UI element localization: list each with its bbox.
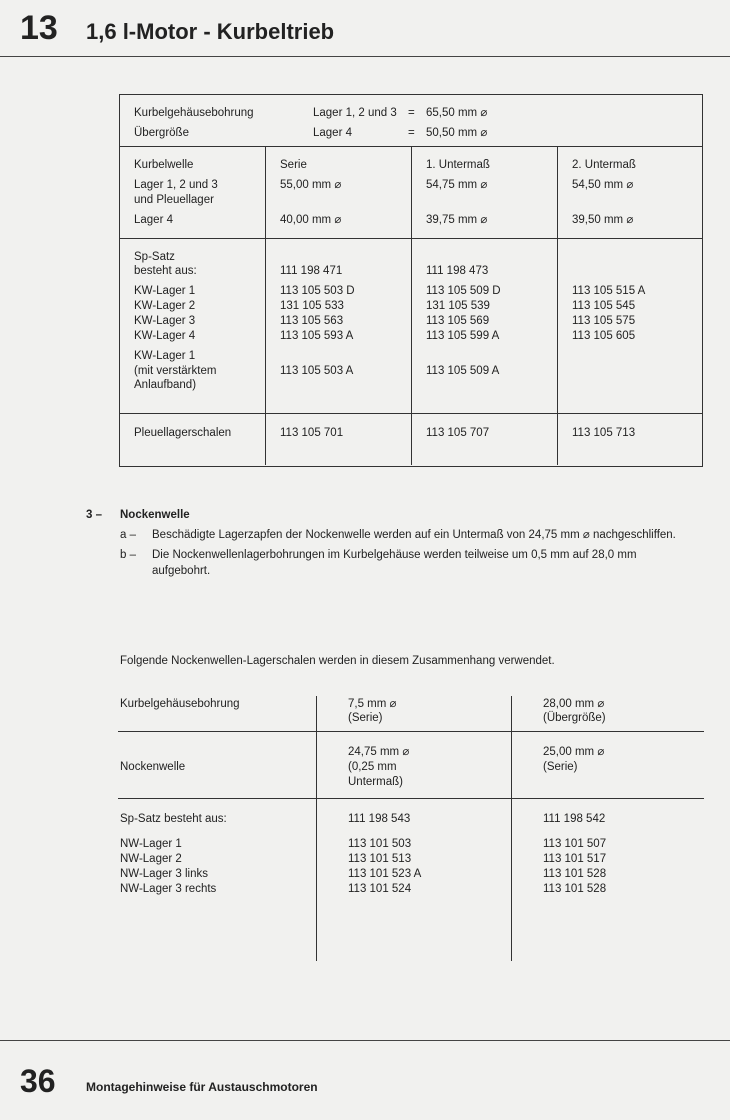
bore-value-2: 50,50 mm ⌀ — [426, 127, 488, 139]
table2-col-line-2 — [511, 696, 512, 961]
item-letter: b – — [120, 549, 136, 561]
oversize-label: Übergröße — [134, 127, 189, 139]
item-text: Die Nockenwellenlagerbohrungen im Kurbelgehäuse werden teilweise um 0,5 mm auf 28,0 mm — [152, 549, 637, 561]
cell-value: 113 105 503 A — [280, 365, 354, 377]
table2-divider-2 — [118, 798, 704, 799]
row-label: NW-Lager 1 — [120, 838, 182, 850]
cell-value: (0,25 mm — [348, 761, 397, 773]
cell-value: 28,00 mm ⌀ — [543, 698, 605, 710]
col-header-undersize-2: 2. Untermaß — [572, 159, 636, 171]
col-header-standard: Serie — [280, 159, 307, 171]
table2-divider-1 — [118, 731, 704, 732]
cell-value: 55,00 mm ⌀ — [280, 179, 342, 191]
cell-value: Untermaß) — [348, 776, 403, 788]
equals-sign: = — [408, 107, 415, 119]
cell-value: 113 105 713 — [572, 427, 636, 439]
cell-value: 113 105 605 — [572, 330, 636, 342]
cell-value: 113 105 569 — [426, 315, 490, 327]
cell-value: 113 105 701 — [280, 427, 344, 439]
bore-bearing-1: Lager 1, 2 und 3 — [313, 107, 397, 119]
spsatz-label: Sp-Satz — [134, 251, 175, 263]
item-text: aufgebohrt. — [152, 565, 211, 577]
cell-value: 113 105 515 A — [572, 285, 646, 297]
row-label: und Pleuellager — [134, 194, 214, 206]
item-text: Beschädigte Lagerzapfen der Nockenwelle werden auf ein Untermaß von 24,75 mm ⌀ nachgeschliffen. — [152, 529, 676, 541]
cell-value: 24,75 mm ⌀ — [348, 746, 410, 758]
cell-value: 113 101 517 — [543, 853, 607, 865]
cell-value: 111 198 543 — [348, 813, 411, 825]
cell-value: 39,75 mm ⌀ — [426, 214, 488, 226]
row-label: Lager 1, 2 und 3 — [134, 179, 218, 191]
equals-sign: = — [408, 127, 415, 139]
section-3-title: Nockenwelle — [120, 509, 190, 521]
cell-value: 113 105 707 — [426, 427, 490, 439]
cell-value: 131 105 539 — [426, 300, 490, 312]
cell-value: 113 101 523 A — [348, 868, 422, 880]
page-number: 36 — [20, 1063, 56, 1099]
cell-value: 54,50 mm ⌀ — [572, 179, 634, 191]
row-label: Anlaufband) — [134, 379, 197, 391]
cell-value: 113 101 528 — [543, 868, 607, 880]
cell-value: 113 101 524 — [348, 883, 412, 895]
cell-value: (Übergröße) — [543, 712, 606, 724]
bore-label: Kurbelgehäusebohrung — [134, 107, 254, 119]
cell-value: 131 105 533 — [280, 300, 344, 312]
cell-value: 113 101 528 — [543, 883, 607, 895]
cell-value: 113 105 575 — [572, 315, 636, 327]
bore-value-1: 65,50 mm ⌀ — [426, 107, 488, 119]
footer-rule — [0, 1040, 730, 1041]
intro-text: Folgende Nockenwellen-Lagerschalen werden in diesem Zusammenhang verwendet. — [120, 655, 555, 667]
cell-value: 25,00 mm ⌀ — [543, 746, 605, 758]
row-label: KW-Lager 1 — [134, 285, 196, 297]
cell-value: 113 105 593 A — [280, 330, 354, 342]
row-label: KW-Lager 4 — [134, 330, 196, 342]
cell-value: 113 105 563 — [280, 315, 344, 327]
section-3-number: 3 – — [86, 509, 102, 521]
item-letter: a – — [120, 529, 136, 541]
bore-bearing-2: Lager 4 — [313, 127, 353, 139]
cell-value: 39,50 mm ⌀ — [572, 214, 634, 226]
cell-value: 111 198 542 — [543, 813, 606, 825]
row-label: Lager 4 — [134, 214, 174, 226]
col-header-crankshaft: Kurbelwelle — [134, 159, 194, 171]
cell-value: 54,75 mm ⌀ — [426, 179, 488, 191]
row-label: NW-Lager 2 — [120, 853, 182, 865]
table1-col-line-3 — [557, 146, 558, 465]
page-title: 1,6 l-Motor - Kurbeltrieb — [86, 19, 335, 44]
cell-value: 113 105 503 D — [280, 285, 355, 297]
cell-value: 113 105 599 A — [426, 330, 500, 342]
cell-value: 111 198 473 — [426, 265, 489, 277]
cell-value: 113 105 509 A — [426, 365, 500, 377]
section-number: 13 — [20, 9, 58, 47]
row-label: KW-Lager 3 — [134, 315, 196, 327]
cell-value: 7,5 mm ⌀ — [348, 698, 397, 710]
row-label: NW-Lager 3 rechts — [120, 883, 217, 895]
footer-text: Montagehinweise für Austauschmotoren — [86, 1080, 318, 1094]
cell-value: 113 101 513 — [348, 853, 412, 865]
row-label: Kurbelgehäusebohrung — [120, 698, 240, 710]
table1-col-line-2 — [411, 146, 412, 465]
header-rule — [0, 56, 730, 57]
cell-value: (Serie) — [348, 712, 383, 724]
row-label: NW-Lager 3 links — [120, 868, 208, 880]
cell-value: 113 101 507 — [543, 838, 607, 850]
cell-value: 113 105 509 D — [426, 285, 501, 297]
cell-value: (Serie) — [543, 761, 578, 773]
row-label: Sp-Satz besteht aus: — [120, 813, 227, 825]
cell-value: 113 105 545 — [572, 300, 636, 312]
table2-col-line-1 — [316, 696, 317, 961]
row-label: (mit verstärktem — [134, 365, 217, 377]
cell-value: 113 101 503 — [348, 838, 412, 850]
col-header-undersize-1: 1. Untermaß — [426, 159, 490, 171]
spsatz-label: besteht aus: — [134, 265, 197, 277]
row-label: Pleuellagerschalen — [134, 427, 232, 439]
row-label: KW-Lager 1 — [134, 350, 196, 362]
row-label: Nockenwelle — [120, 761, 186, 773]
cell-value: 111 198 471 — [280, 265, 343, 277]
table1-col-line-1 — [265, 146, 266, 465]
cell-value: 40,00 mm ⌀ — [280, 214, 342, 226]
row-label: KW-Lager 2 — [134, 300, 196, 312]
